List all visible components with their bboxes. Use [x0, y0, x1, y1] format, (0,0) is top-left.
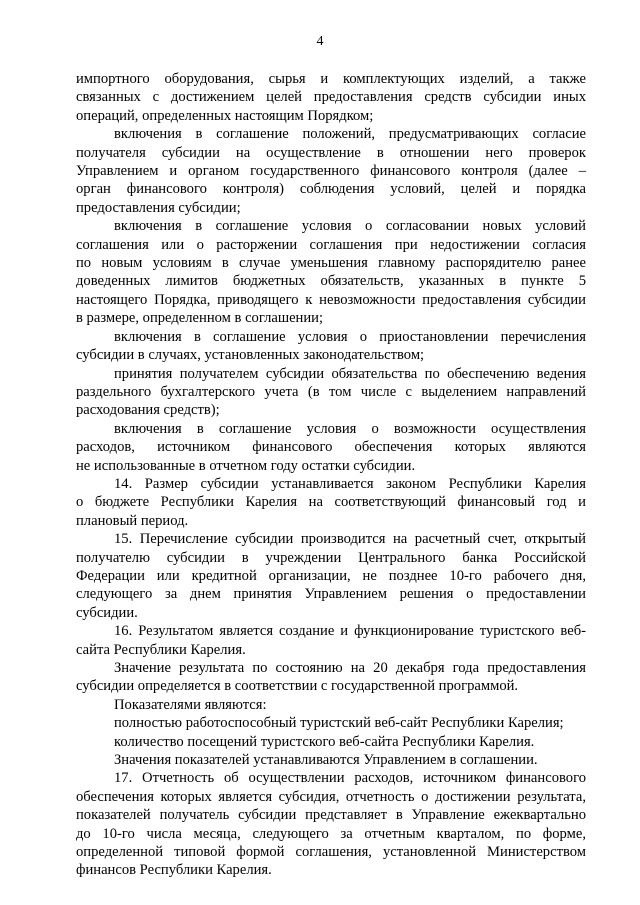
- paragraph-line: 15. Перечисление субсидии производится на расчетный счет, открытый: [114, 531, 586, 548]
- paragraph-line: субсидии.: [76, 604, 138, 621]
- paragraph-line: показателей получатель субсидии представляет в Управление ежеквартально: [76, 807, 586, 824]
- paragraph-line: Федерации или кредитной организации, не позднее 10-го рабочего дня,: [76, 567, 586, 584]
- paragraph-line: расходования средств);: [76, 402, 220, 419]
- paragraph-line: настоящего Порядка, приводящего к невозможности предоставления субсидии: [76, 291, 586, 308]
- paragraph-line: включения в соглашение условия о возможности осуществления: [114, 420, 586, 437]
- paragraph-line: включения в соглашение условия о согласовании новых условий: [114, 218, 586, 235]
- paragraph-line: раздельного бухгалтерского учета (в том числе с выделением направлений: [76, 383, 586, 400]
- paragraph-line: получателю субсидии в учреждении Центрального банка Российской: [76, 549, 586, 566]
- document-body: [76, 70, 586, 880]
- paragraph-line: финансов Республики Карелия.: [76, 862, 272, 879]
- paragraph-line: связанных с достижением целей предоставления средств субсидии иных: [76, 89, 586, 106]
- page-number: 4: [316, 34, 324, 49]
- paragraph-line: 16. Результатом является создание и функционирование туристского веб-: [114, 623, 586, 640]
- paragraph-line: о бюджете Республики Карелия на соответствующий финансовый год и: [76, 494, 586, 511]
- paragraph-line: не использованные в отчетном году остатки субсидии.: [76, 457, 416, 474]
- paragraph-line: доведенных лимитов бюджетных обязательств, указанных в пункте 5: [76, 273, 586, 290]
- paragraph-line: в размере, определенном в соглашении;: [76, 310, 324, 327]
- paragraph-line: операций, определенных настоящим Порядком;: [76, 107, 374, 124]
- paragraph-line: количество посещений туристского веб-сайта Республики Карелия.: [114, 733, 535, 750]
- paragraph-line: включения в соглашение положений, предусматривающих согласие: [114, 126, 586, 143]
- paragraph-line: обеспечения которых является субсидия, отчетность о достижении результата,: [76, 788, 586, 805]
- paragraph-line: предоставления субсидии;: [76, 199, 241, 216]
- paragraph-line: по новым условиям в случае уменьшения главному распорядителю ранее: [76, 255, 586, 272]
- paragraph-line: принятия получателем субсидии обязательства по обеспечению ведения: [114, 365, 586, 382]
- paragraph-line: плановый период.: [76, 512, 189, 529]
- paragraph-line: следующего за днем принятия Управлением решения о предоставлении: [76, 586, 586, 603]
- paragraph-line: орган финансового контроля) соблюдения условий, целей и порядка: [76, 181, 586, 198]
- paragraph-line: полностью работоспособный туристский веб-сайт Республики Карелия;: [114, 715, 564, 732]
- paragraph-line: 17. Отчетность об осуществлении расходов, источником финансового: [114, 770, 586, 787]
- paragraph-line: до 10-го числа месяца, следующего за отчетным кварталом, по форме,: [76, 825, 586, 842]
- paragraph-line: получателя субсидии на осуществление в отношении него проверок: [76, 144, 586, 161]
- paragraph-line: Значения показателей устанавливаются Управлением в соглашении.: [114, 752, 538, 769]
- paragraph-line: субсидии определяется в соответствии с государственной программой.: [76, 678, 519, 695]
- paragraph-line: соглашения или о расторжении соглашения при недостижении согласия: [76, 236, 586, 253]
- paragraph-line: определенной типовой формой соглашения, установленной Министерством: [76, 844, 586, 861]
- paragraph-line: расходов, источником финансового обеспечения которых являются: [76, 439, 586, 456]
- paragraph-line: включения в соглашение условия о приостановлении перечисления: [114, 328, 586, 345]
- paragraph-line: субсидии в случаях, установленных законодательством;: [76, 347, 425, 364]
- paragraph-line: Значение результата по состоянию на 20 декабря года предоставления: [114, 660, 586, 676]
- paragraph-line: 14. Размер субсидии устанавливается законом Республики Карелия: [114, 475, 586, 492]
- paragraph-line: Показателями являются:: [114, 696, 267, 713]
- paragraph-line: Управлением и органом государственного финансового контроля (далее –: [76, 163, 586, 180]
- paragraph-line: сайта Республики Карелия.: [76, 641, 246, 658]
- paragraph-line: импортного оборудования, сырья и комплектующих изделий, а также: [76, 71, 586, 87]
